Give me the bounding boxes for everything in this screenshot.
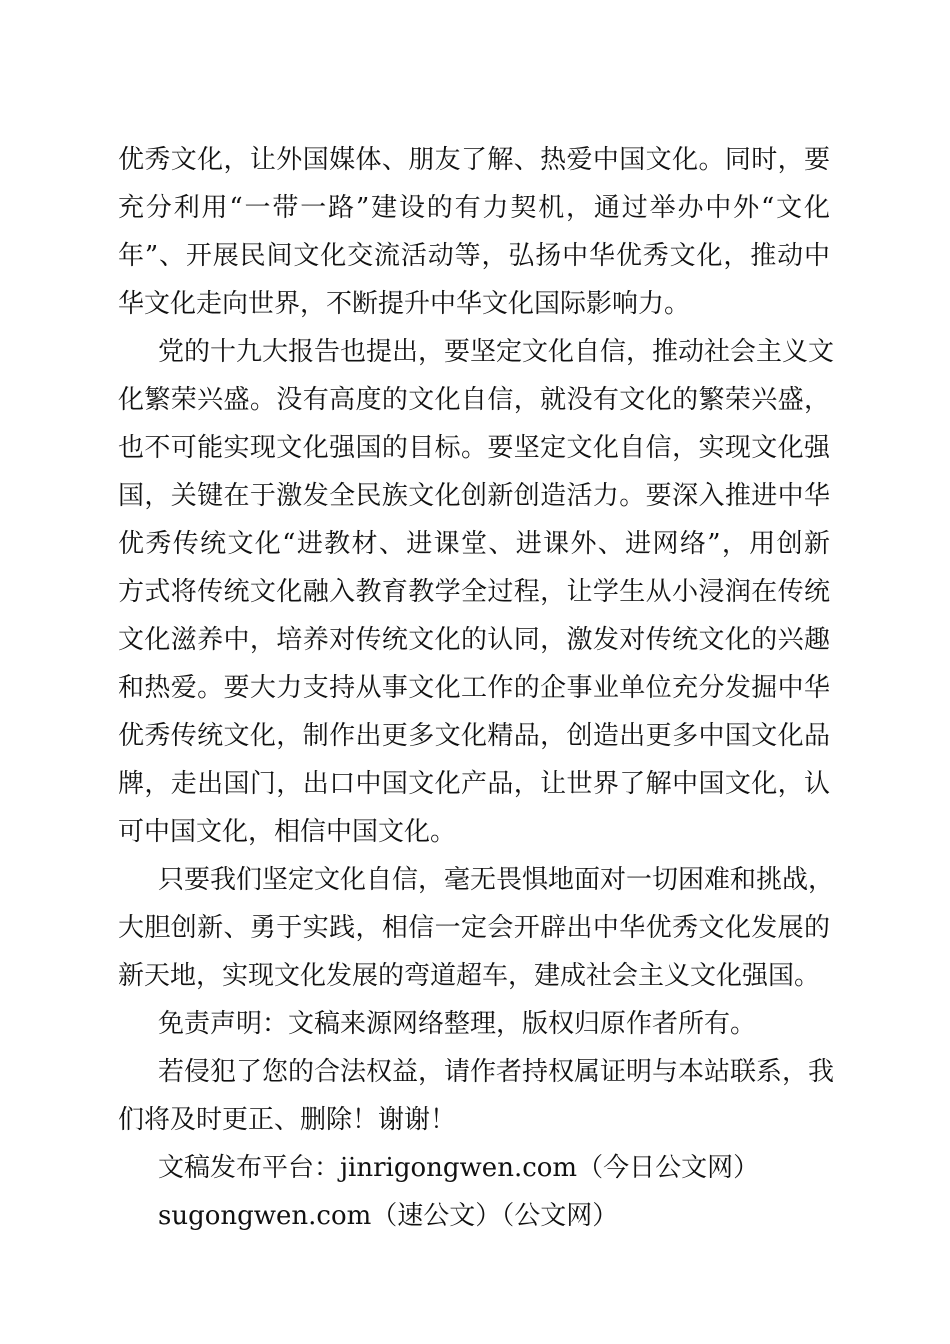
- text-line: 化繁荣兴盛。没有高度的文化自信，就没有文化的繁荣兴盛，: [118, 385, 830, 415]
- paragraph-2: [118, 328, 835, 856]
- text-line: 年”、开展民间文化交流活动等，弘扬中华优秀文化，推动中: [118, 241, 830, 271]
- text-line: 们将及时更正、删除！谢谢！: [118, 1105, 457, 1135]
- text-line: 优秀传统文化，制作出更多文化精品，创造出更多中国文化品: [118, 721, 830, 751]
- text-line: 优秀传统文化“进教材、进课堂、进课外、进网络”，用创新: [118, 529, 830, 559]
- text-line: 只要我们坚定文化自信，毫无畏惧地面对一切困难和挑战，: [158, 865, 835, 895]
- text-line: 和热爱。要大力支持从事文化工作的企事业单位充分发掘中华: [118, 673, 830, 703]
- text-line: 优秀文化，让外国媒体、朋友了解、热爱中国文化。同时，要: [118, 145, 830, 175]
- infringement-paragraph: [118, 1048, 835, 1144]
- text-line: 大胆创新、勇于实践，相信一定会开辟出中华优秀文化发展的: [118, 913, 830, 943]
- text-line: 牌，走出国门，出口中国文化产品，让世界了解中国文化，认: [118, 769, 830, 799]
- paragraph-1: [118, 136, 830, 328]
- text-line: 党的十九大报告也提出，要坚定文化自信，推动社会主义文: [158, 337, 835, 367]
- text-line: 可中国文化，相信中国文化。: [118, 817, 457, 847]
- text-line: 若侵犯了您的合法权益，请作者持权属证明与本站联系，我: [158, 1057, 835, 1087]
- text-line: 方式将传统文化融入教育教学全过程，让学生从小浸润在传统: [118, 577, 830, 607]
- text-line: 文稿发布平台：jinrigongwen.com（今日公文网）: [158, 1153, 760, 1183]
- text-line: 新天地，实现文化发展的弯道超车，建成社会主义文化强国。: [118, 961, 821, 991]
- document-body: [118, 136, 835, 1240]
- text-line: 华文化走向世界，不断提升中华文化国际影响力。: [118, 289, 691, 319]
- text-line: 国，关键在于激发全民族文化创新创造活力。要深入推进中华: [118, 481, 830, 511]
- text-line: 免责声明：文稿来源网络整理，版权归原作者所有。: [158, 1009, 757, 1039]
- text-line: 充分利用“一带一路”建设的有力契机，通过举办中外“文化: [118, 193, 830, 223]
- text-line: sugongwen.com（速公文）（公文网）: [158, 1201, 619, 1231]
- disclaimer-paragraph: [118, 1000, 830, 1048]
- paragraph-3: [118, 856, 835, 1000]
- platform-paragraph: [118, 1144, 830, 1192]
- text-line: 文化滋养中，培养对传统文化的认同，激发对传统文化的兴趣: [118, 625, 830, 655]
- text-line: 也不可能实现文化强国的目标。要坚定文化自信，实现文化强: [118, 433, 830, 463]
- site-paragraph: [118, 1192, 830, 1240]
